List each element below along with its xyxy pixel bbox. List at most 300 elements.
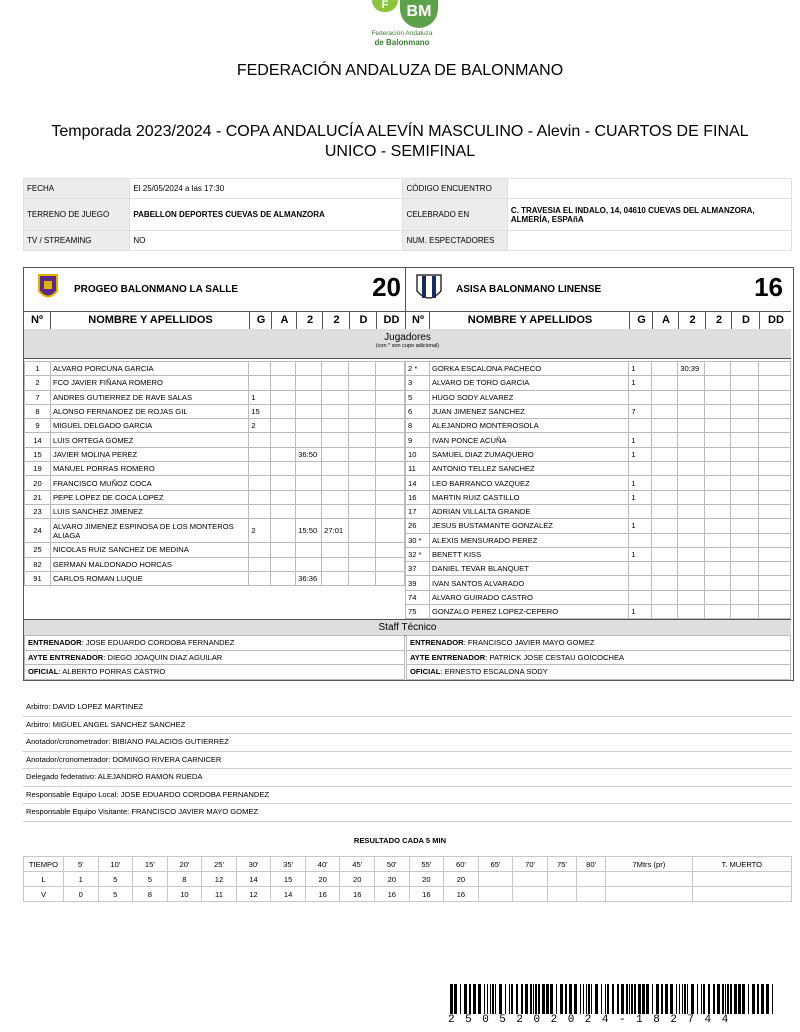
results-cell: 10 <box>167 887 202 902</box>
results-cell <box>576 872 605 887</box>
player-m1 <box>296 419 322 433</box>
player-a <box>271 419 296 433</box>
player-num: 21 <box>25 490 51 504</box>
col-num-v: Nº <box>405 312 430 329</box>
player-m2 <box>705 376 731 390</box>
player-row <box>25 433 405 447</box>
player-m1 <box>678 547 705 561</box>
player-num: 8 <box>25 404 51 418</box>
player-d <box>731 504 759 518</box>
player-num: 7 <box>25 390 51 404</box>
player-g <box>249 433 271 447</box>
player-d <box>349 433 376 447</box>
player-m1 <box>296 390 322 404</box>
player-g: 7 <box>629 404 652 418</box>
player-m1 <box>296 462 322 476</box>
player-name: ANTONIO TELLEZ SANCHEZ <box>429 462 628 476</box>
player-name: LUIS ORTEGA GOMEZ <box>50 433 248 447</box>
staff-row <box>407 636 791 651</box>
player-dd <box>376 376 405 390</box>
player-a <box>652 562 678 576</box>
barcode-bar <box>495 984 496 1014</box>
staff-name: PATRICK JOSE CESTAU GOICOCHEA <box>489 652 625 662</box>
player-num: 25 <box>25 543 51 557</box>
barcode-bar <box>450 984 453 1014</box>
celebrado-value: C. TRAVESIA EL INDALO, 14, 04610 CUEVAS DEL ALMANZORA, ALMERÍA, ESPAñA <box>507 199 791 231</box>
player-d <box>349 543 376 557</box>
player-num: 6 <box>406 404 430 418</box>
player-g: 1 <box>629 605 652 619</box>
player-row <box>406 562 791 576</box>
column-header-row <box>24 311 791 330</box>
teams-panel <box>23 267 794 681</box>
player-dd <box>759 576 791 590</box>
player-m1 <box>296 504 322 518</box>
player-d <box>731 605 759 619</box>
local-team-header <box>24 268 405 311</box>
staff-name: ALBERTO PORRAS CASTRO <box>62 667 166 677</box>
player-a <box>652 462 678 476</box>
espect-label: NUM. ESPECTADORES <box>403 231 507 251</box>
player-name: ALVARO PORCUNA GARCIA <box>50 362 248 376</box>
player-m2 <box>705 590 731 604</box>
official-line: Anotador/cronometrador: BIBIANO PALACIOS GUTIERREZ <box>23 734 792 752</box>
player-row <box>25 519 405 543</box>
player-row <box>406 462 791 476</box>
results-cell <box>576 887 605 902</box>
official-line: Delegado federativo: ALEJANDRO RAMON RUEDA <box>23 769 792 787</box>
federation-logo <box>362 0 442 52</box>
barcode-bar <box>684 984 686 1014</box>
barcode-bar <box>612 984 614 1014</box>
player-name: NICOLAS RUIZ SANCHEZ DE MEDINA <box>50 543 248 557</box>
results-cell <box>478 872 513 887</box>
player-row <box>25 543 405 557</box>
player-d <box>731 490 759 504</box>
barcode-bar <box>727 984 729 1014</box>
player-m1 <box>678 462 705 476</box>
player-g <box>629 576 652 590</box>
barcode-bar <box>638 984 641 1014</box>
player-a <box>271 543 296 557</box>
player-name: ALEJANDRO MONTEROSOLA <box>429 419 628 433</box>
results-header-row <box>24 857 792 872</box>
barcode-bar <box>535 984 537 1014</box>
player-m2 <box>705 562 731 576</box>
player-name: IVAN PONCE ACUÑA <box>429 433 628 447</box>
player-d <box>731 447 759 461</box>
results-header-cell: 75' <box>547 857 576 872</box>
player-num: 14 <box>406 476 430 490</box>
barcode-bar <box>676 984 677 1014</box>
player-num: 15 <box>25 447 51 461</box>
player-m2 <box>322 490 349 504</box>
player-g <box>629 590 652 604</box>
player-m1 <box>296 433 322 447</box>
player-row <box>406 590 791 604</box>
player-num: 20 <box>25 476 51 490</box>
player-name: LEO BARRANCO VAZQUEZ <box>429 476 628 490</box>
visitor-team-crest-icon <box>413 271 445 305</box>
results-header-cell: 15' <box>133 857 168 872</box>
player-m2 <box>705 533 731 547</box>
results-cell: 0 <box>63 887 98 902</box>
results-cell: 14 <box>236 872 271 887</box>
player-m2 <box>705 504 731 518</box>
player-d <box>349 462 376 476</box>
staff-name: JOSE EDUARDO CORDOBA FERNANDEZ <box>85 638 235 648</box>
barcode-bar <box>713 984 715 1014</box>
player-g: 1 <box>249 390 271 404</box>
player-a <box>652 533 678 547</box>
staff-entry: OFICIAL: ERNESTO ESCALONA SODY <box>407 665 791 680</box>
player-g: 2 <box>249 519 271 543</box>
results-row <box>24 887 792 902</box>
player-name: GERMAN MALDONADO HORCAS <box>50 557 248 571</box>
results-cell <box>606 872 692 887</box>
barcode-bar <box>588 984 590 1014</box>
player-a <box>652 376 678 390</box>
player-dd <box>759 433 791 447</box>
player-m2 <box>705 519 731 533</box>
barcode-bar <box>605 984 606 1014</box>
staff-role: OFICIAL <box>410 667 441 677</box>
logo-line-2: de Balonmano <box>374 38 430 47</box>
barcode-bar <box>478 984 481 1014</box>
results-cell <box>513 887 548 902</box>
player-d <box>731 362 759 376</box>
player-g <box>249 476 271 490</box>
barcode-bar <box>473 984 476 1014</box>
barcode-bar <box>722 984 724 1014</box>
player-g <box>249 376 271 390</box>
player-name: LUIS SANCHEZ JIMENEZ <box>50 504 248 518</box>
results-cell <box>692 872 791 887</box>
staff-role: ENTRENADOR <box>410 638 464 648</box>
player-a <box>652 433 678 447</box>
player-m1 <box>296 557 322 571</box>
player-g <box>249 571 271 585</box>
results-header-cell: 35' <box>271 857 306 872</box>
barcode-bar <box>717 984 720 1014</box>
player-num: 17 <box>406 504 430 518</box>
player-m2 <box>322 557 349 571</box>
results-cell: 20 <box>444 872 479 887</box>
player-num: 2 <box>25 376 51 390</box>
staff-entry: AYTE ENTRENADOR: PATRICK JOSE CESTAU GOICOCHEA <box>407 650 791 665</box>
player-dd <box>376 557 405 571</box>
barcode-bar <box>556 984 557 1014</box>
results-header-cell: 55' <box>409 857 444 872</box>
player-row <box>406 547 791 561</box>
results-cell: 1 <box>63 872 98 887</box>
visitor-team-name: ASISA BALONMANO LINENSE <box>456 284 602 295</box>
player-d <box>731 533 759 547</box>
player-a <box>652 605 678 619</box>
results-header-cell: 40' <box>305 857 340 872</box>
barcode-bar <box>646 984 649 1014</box>
results-cell: 16 <box>375 887 410 902</box>
player-name: CARLOS ROMAN LUQUE <box>50 571 248 585</box>
player-a <box>652 390 678 404</box>
player-dd <box>376 490 405 504</box>
player-a <box>652 576 678 590</box>
player-dd <box>759 390 791 404</box>
player-row <box>406 519 791 533</box>
player-d <box>349 404 376 418</box>
player-d <box>349 476 376 490</box>
player-row <box>25 462 405 476</box>
results-cell: 20 <box>375 872 410 887</box>
col-g: G <box>249 312 272 329</box>
player-a <box>271 404 296 418</box>
player-a <box>652 447 678 461</box>
player-row <box>25 362 405 376</box>
player-a <box>271 571 296 585</box>
player-num: 74 <box>406 590 430 604</box>
player-name: ANDRES GUTIERREZ DE RAVE SALAS <box>50 390 248 404</box>
player-dd <box>376 419 405 433</box>
results-cell: 12 <box>236 887 271 902</box>
staff-entry: OFICIAL: ALBERTO PORRAS CASTRO <box>25 665 405 680</box>
player-name: FCO JAVIER FIÑANA ROMERO <box>50 376 248 390</box>
results-cell: 15 <box>271 872 306 887</box>
player-m2 <box>705 576 731 590</box>
player-name: ALONSO FERNANDEZ DE ROJAS GIL <box>50 404 248 418</box>
player-row <box>25 404 405 418</box>
player-dd <box>376 433 405 447</box>
barcode-bar <box>738 984 741 1014</box>
player-d <box>349 519 376 543</box>
player-name: HUGO SODY ALVAREZ <box>429 390 628 404</box>
results-cell <box>513 872 548 887</box>
staff-row <box>25 665 405 680</box>
local-score: 20 <box>372 272 401 302</box>
celebrado-label: CELEBRADO EN <box>403 199 507 231</box>
player-a <box>652 476 678 490</box>
col-dd-v: DD <box>759 312 792 329</box>
barcode-bar <box>538 984 540 1014</box>
player-dd <box>376 447 405 461</box>
barcode-bar <box>550 984 553 1014</box>
barcode-bar <box>560 984 563 1014</box>
player-dd <box>759 590 791 604</box>
player-g <box>629 562 652 576</box>
results-cell <box>478 887 513 902</box>
player-m2 <box>322 404 349 418</box>
player-m2 <box>322 476 349 490</box>
results-header-cell: 10' <box>98 857 133 872</box>
player-row <box>25 376 405 390</box>
player-dd <box>759 462 791 476</box>
player-g <box>249 447 271 461</box>
barcode-bar <box>652 984 653 1014</box>
results-cell <box>547 887 576 902</box>
staff-role: AYTE ENTRENADOR <box>28 652 104 662</box>
player-name: IVAN SANTOS ALVARADO <box>429 576 628 590</box>
barcode-bar <box>665 984 668 1014</box>
fecha-value: El 25/05/2024 a las 17:30 <box>130 179 403 199</box>
player-num: 11 <box>406 462 430 476</box>
barcode-bar <box>734 984 737 1014</box>
staff-name: FRANCISCO JAVIER MAYO GOMEZ <box>467 638 595 648</box>
player-m2 <box>705 462 731 476</box>
player-d <box>349 557 376 571</box>
player-g: 1 <box>629 519 652 533</box>
player-d <box>349 490 376 504</box>
barcode-bar <box>631 984 633 1014</box>
player-num: 8 <box>406 419 430 433</box>
col-d-v: D <box>731 312 760 329</box>
player-row <box>25 490 405 504</box>
barcode-bar <box>766 984 769 1014</box>
results-cell: 20 <box>340 872 375 887</box>
player-row <box>406 362 791 376</box>
player-num: 3 <box>406 376 430 390</box>
local-players-table <box>24 361 405 586</box>
player-a <box>652 362 678 376</box>
player-dd <box>376 390 405 404</box>
results-cell: 5 <box>98 872 133 887</box>
player-dd <box>759 562 791 576</box>
col-a-v: A <box>652 312 679 329</box>
player-dd <box>759 447 791 461</box>
player-num: 30 * <box>406 533 430 547</box>
player-m2 <box>322 376 349 390</box>
codigo-label: CÓDIGO ENCUENTRO <box>403 179 507 199</box>
logo-leaf-icon: F <box>372 0 398 12</box>
local-team-crest-icon <box>37 273 59 303</box>
player-name: ALVARO DE TORO GARCIA <box>429 376 628 390</box>
jugadores-note: (con * son cupo adicional) <box>375 343 440 349</box>
player-dd <box>759 605 791 619</box>
player-m2 <box>322 419 349 433</box>
fecha-label: FECHA <box>24 179 130 199</box>
player-dd <box>759 533 791 547</box>
results-header-cell: 20' <box>167 857 202 872</box>
barcode-bar <box>703 984 705 1014</box>
player-num: 19 <box>25 462 51 476</box>
player-m1 <box>296 362 322 376</box>
player-dd <box>759 476 791 490</box>
barcode-bar <box>634 984 636 1014</box>
player-m1 <box>678 504 705 518</box>
player-m1: 36:50 <box>296 447 322 461</box>
player-num: 26 <box>406 519 430 533</box>
player-a <box>652 590 678 604</box>
barcode-bar <box>546 984 549 1014</box>
barcode-bar <box>499 984 502 1014</box>
player-m1 <box>678 476 705 490</box>
barcode-bar <box>601 984 602 1014</box>
player-dd <box>759 519 791 533</box>
player-m1 <box>678 490 705 504</box>
player-num: 10 <box>406 447 430 461</box>
results-header-cell: 50' <box>375 857 410 872</box>
player-num: 39 <box>406 576 430 590</box>
player-g <box>249 543 271 557</box>
visitor-players-table <box>405 361 791 619</box>
player-row <box>406 576 791 590</box>
player-a <box>271 557 296 571</box>
results-cell: 8 <box>133 887 168 902</box>
visitor-staff-table <box>406 635 791 680</box>
staff-row <box>407 665 791 680</box>
barcode-bar <box>621 984 624 1014</box>
player-m1 <box>678 419 705 433</box>
player-m1 <box>678 605 705 619</box>
player-row <box>25 419 405 433</box>
player-a <box>271 490 296 504</box>
player-g <box>249 490 271 504</box>
player-d <box>349 504 376 518</box>
player-m2 <box>705 390 731 404</box>
local-team-name: PROGEO BALONMANO LA SALLE <box>74 284 239 295</box>
player-num: 2 * <box>406 362 430 376</box>
player-num: 75 <box>406 605 430 619</box>
barcode-bar <box>583 984 584 1014</box>
player-row <box>406 504 791 518</box>
player-dd <box>376 476 405 490</box>
player-d <box>731 562 759 576</box>
results-header-cell: 65' <box>478 857 513 872</box>
barcode-bar <box>525 984 528 1014</box>
visitor-score: 16 <box>754 272 783 302</box>
player-a <box>271 362 296 376</box>
jugadores-title: Jugadores <box>384 332 431 343</box>
player-a <box>271 376 296 390</box>
barcode-bar <box>670 984 673 1014</box>
results-cell: 5 <box>98 887 133 902</box>
barcode-bar <box>629 984 630 1014</box>
player-a <box>271 519 296 543</box>
player-m1 <box>678 590 705 604</box>
player-row <box>406 419 791 433</box>
player-dd <box>376 571 405 585</box>
barcode-bar <box>687 984 688 1014</box>
player-row <box>25 390 405 404</box>
barcode-bar <box>748 984 749 1014</box>
player-m1 <box>678 519 705 533</box>
player-m2 <box>322 362 349 376</box>
player-row <box>406 605 791 619</box>
player-g <box>249 557 271 571</box>
official-line: Anotador/cronometrador: DOMINGO RIVERA CARNICER <box>23 752 792 770</box>
col-name-v: NOMBRE Y APELLIDOS <box>429 312 630 329</box>
player-g <box>629 419 652 433</box>
player-m2 <box>322 571 349 585</box>
results-header-cell: TIEMPO <box>24 857 64 872</box>
barcode-bar <box>460 984 461 1014</box>
player-m2 <box>322 447 349 461</box>
barcode-bar <box>761 984 764 1014</box>
player-m1 <box>678 562 705 576</box>
player-m1 <box>296 490 322 504</box>
player-m1 <box>678 447 705 461</box>
player-g <box>629 533 652 547</box>
results-header-cell: 7Mtrs (pr) <box>606 857 692 872</box>
player-m2 <box>705 476 731 490</box>
results-header-cell: T. MUERTO <box>692 857 791 872</box>
player-name: GONZALO PEREZ LOPEZ-CEPERO <box>429 605 628 619</box>
player-g <box>249 362 271 376</box>
barcode-bar <box>490 984 491 1014</box>
player-name: GORKA ESCALONA PACHECO <box>429 362 628 376</box>
player-dd <box>376 462 405 476</box>
player-num: 5 <box>406 390 430 404</box>
player-d <box>349 571 376 585</box>
player-m2 <box>705 419 731 433</box>
